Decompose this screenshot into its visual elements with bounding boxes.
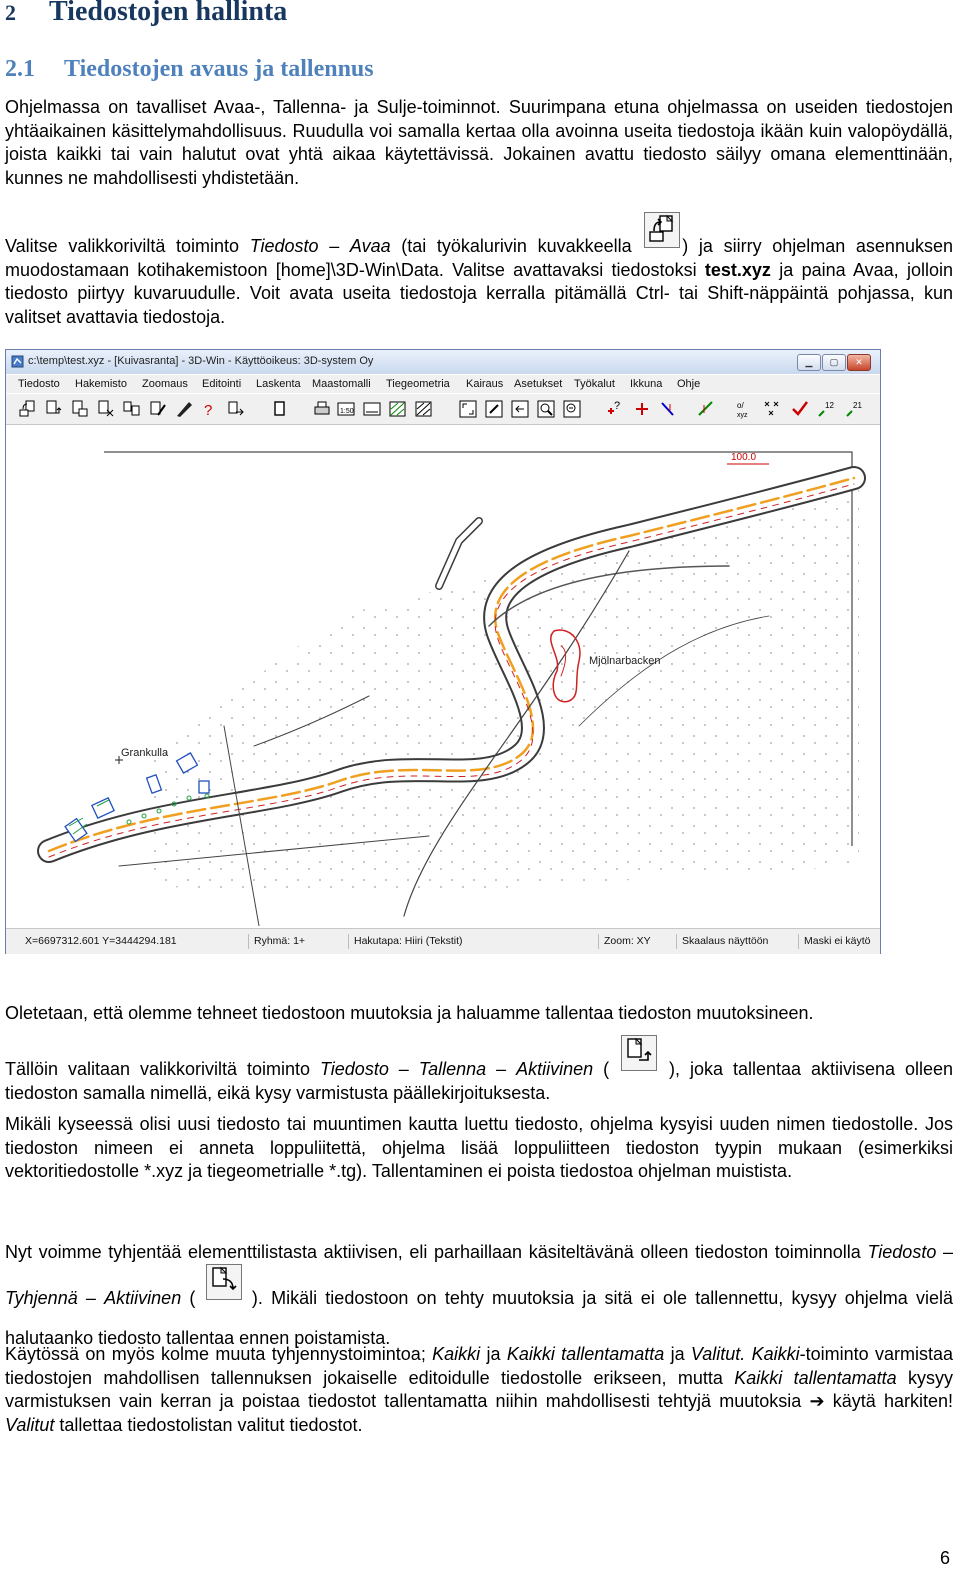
menu-ref-tiedosto: Tiedosto bbox=[249, 236, 319, 256]
menu-asetukset[interactable]: Asetukset bbox=[514, 378, 563, 390]
grid-icon[interactable] bbox=[388, 399, 408, 419]
edit-file-icon[interactable] bbox=[148, 399, 168, 419]
place-label-grankulla: Grankulla bbox=[121, 747, 169, 759]
close-button[interactable]: ✕ bbox=[847, 354, 871, 371]
section-number: 2.1 bbox=[5, 56, 35, 82]
app-window-screenshot bbox=[5, 349, 881, 954]
menu-ref-avaa: Avaa bbox=[349, 236, 391, 256]
maximize-button[interactable]: ▢ bbox=[822, 354, 846, 371]
zoom-in-icon[interactable] bbox=[536, 399, 556, 419]
open-file-icon bbox=[644, 212, 680, 248]
menu-zoomaus[interactable]: Zoomaus bbox=[142, 378, 188, 390]
arrow-right-icon: ➔ bbox=[809, 1391, 825, 1412]
menu-bar bbox=[6, 375, 880, 393]
svg-text:?: ? bbox=[614, 400, 621, 412]
menu-laskenta[interactable]: Laskenta bbox=[256, 378, 301, 390]
svg-text:12: 12 bbox=[825, 401, 834, 410]
paragraph-save-active: Tällöin valitaan valikkoriviltä toiminto Tiedosto – Tallenna – Aktiivinen ( ), joka tallentaa aktiivisena olleen tiedoston samalla nimellä, eikä kysy varmistusta päällekirjoituksesta. bbox=[5, 1043, 953, 1105]
scale-icon[interactable] bbox=[336, 399, 356, 419]
arrow-file-icon[interactable] bbox=[226, 399, 246, 419]
status-hakutapa: Hakutapa: Hiiri (Tekstit) bbox=[348, 934, 463, 949]
svg-text:1:50: 1:50 bbox=[340, 408, 354, 415]
zoom-extents-icon[interactable] bbox=[458, 399, 478, 419]
menu-tiegeometria[interactable]: Tiegeometria bbox=[386, 378, 450, 390]
merge-files-icon[interactable] bbox=[122, 399, 142, 419]
points-cross-icon[interactable] bbox=[762, 399, 782, 419]
check-icon[interactable] bbox=[790, 399, 810, 419]
status-skaalaus: Skaalaus näyttöön bbox=[676, 934, 768, 949]
window-title: c:\temp\test.xyz - [Kuivasranta] - 3D-Win - Käyttöoikeus: 3D-system Oy bbox=[28, 355, 374, 367]
paragraph-clear-options: Käytössä on myös kolme muuta tyhjennystoimintoa; Kaikki ja Kaikki tallentamatta ja Valitut. Kaikki-toiminto varmistaa tiedostojen mahdollisen tallennuksen jokaiselle editoidulle tiedostolle erikseen, mutta Kaikki tallentamatta kysyy varmistuksen vain kerran ja poistaa tiedostot tallentamatta niihin mahdollisesti tehtyjä muutoksia ➔ käytä harkiten! Valitut tallettaa tiedostolistan valitut tiedostot. bbox=[5, 1344, 954, 1435]
status-zoom: Zoom: XY bbox=[598, 934, 651, 949]
save-active-icon bbox=[621, 1035, 657, 1071]
chapter-heading bbox=[5, 0, 287, 31]
point-info-icon[interactable] bbox=[604, 399, 624, 419]
open-file-icon[interactable] bbox=[18, 399, 38, 419]
points-xyz-icon[interactable] bbox=[736, 399, 756, 419]
menu-ikkuna[interactable]: Ikkuna bbox=[630, 378, 663, 390]
menu-tyokalut[interactable]: Työkalut bbox=[574, 378, 615, 390]
status-bar bbox=[6, 928, 880, 954]
split-icon[interactable] bbox=[696, 399, 716, 419]
plot-icon[interactable] bbox=[362, 399, 382, 419]
paragraph-open-file: Valitse valikkoriviltä toiminto Tiedosto – Avaa (tai työkalurivin kuvakkeella ) ja siirry ohjelman asennuksen muodostamaan kotihakemistoon [home]\3D-Win\Data. Valitse avattavaksi tiedostoksi test.xyz ja paina Avaa, jolloin tiedosto piirtyy kuvaruudulle. Voit avata useita tiedostoja kerralla pitämällä Ctrl- tai Shift-näppäintä pohjassa, kun valitset avattavia tiedostoja. bbox=[5, 220, 953, 329]
paragraph-intro: Ohjelmassa on tavalliset Avaa-, Tallenna- ja Sulje-toiminnot. Suurimpana etuna ohjelmassa on useiden tiedostojen yhtäaikainen käsittelymahdollisuus. Ruudulla voi samalla kertaa olla avoinna useita tiedostoja ikään kuin valopöydällä, joista kaikki tai vain halutut ovat yhtä aikaa käytettävissä. Jokainen avattu tiedosto säilyy omana elementtinään, kunnes ne mahdollisesti yhdistetään. bbox=[5, 97, 953, 188]
page-number: 6 bbox=[940, 1548, 951, 1568]
status-maski: Maski ei käytö bbox=[798, 934, 871, 949]
menu-editointi[interactable]: Editointi bbox=[202, 378, 242, 390]
svg-text:?: ? bbox=[204, 402, 213, 419]
scale-label: 100.0 bbox=[731, 452, 757, 463]
menu-tiedosto[interactable]: Tiedosto bbox=[18, 378, 60, 390]
draw-icon[interactable] bbox=[174, 399, 194, 419]
add-point-icon[interactable] bbox=[632, 399, 652, 419]
save-as-icon[interactable] bbox=[70, 399, 90, 419]
zoom-out-icon[interactable] bbox=[562, 399, 582, 419]
help-icon[interactable] bbox=[200, 399, 220, 419]
clear-active-icon bbox=[206, 1264, 242, 1300]
window-titlebar bbox=[6, 350, 880, 374]
menu-maastomalli[interactable]: Maastomalli bbox=[312, 378, 371, 390]
paragraph-save-intro: Oletetaan, että olemme tehneet tiedostoon muutoksia ja haluamme tallentaa tiedoston muutoksineen. bbox=[5, 1003, 814, 1023]
menu-ohje[interactable]: Ohje bbox=[677, 378, 701, 390]
copy-icon[interactable] bbox=[270, 399, 290, 419]
minimize-button[interactable]: ▁ bbox=[797, 354, 821, 371]
zoom-previous-icon[interactable] bbox=[510, 399, 530, 419]
chapter-title: Tiedostojen hallinta bbox=[49, 0, 288, 27]
menu-hakemisto[interactable]: Hakemisto bbox=[75, 378, 127, 390]
map-drawing bbox=[9, 426, 877, 926]
chapter-number: 2 bbox=[5, 0, 16, 25]
file-name-bold: test.xyz bbox=[704, 259, 771, 280]
status-ryhma: Ryhmä: 1+ bbox=[248, 934, 305, 949]
section-title: Tiedostojen avaus ja tallennus bbox=[64, 56, 374, 82]
svg-text:xyz: xyz bbox=[737, 412, 748, 419]
paragraph-clear-active: Nyt voimme tyhjentää elementtilistasta aktiivisen, eli parhaillaan käsiteltävänä olleen tiedoston toiminnolla Tiedosto – Tyhjennä – Aktiivinen ( ). Mikäli tiedostoon on tehty muutoksia ja sitä ei ole tallennettu, kysyy ohjelma vielä halutaanko tiedosto tallentaa ennen poistamista. bbox=[5, 1242, 954, 1348]
status-coordinates: X=6697312.601 Y=3444294.181 bbox=[25, 935, 177, 947]
paragraph-new-file: Mikäli kyseessä olisi uusi tiedosto tai muuntimen kautta luettu tiedosto, ohjelma kysyisi uuden nimen tiedostolle. Jos tiedoston nimeen ei anneta loppuliitettä, ohjelma lisää loppuliitteen tiedoston tyypin mukaan (esimerkiksi vektoritiedostolle *.xyz ja tiegeometrialle *.tg). Tallentaminen ei poista tiedostoa ohjelman muistista. bbox=[5, 1114, 953, 1182]
zoom-window-icon[interactable] bbox=[484, 399, 504, 419]
save-active-icon[interactable] bbox=[44, 399, 64, 419]
app-icon bbox=[11, 355, 24, 368]
toolbar bbox=[6, 394, 880, 425]
height-label-icon[interactable] bbox=[816, 399, 836, 419]
section-heading bbox=[5, 53, 374, 85]
hatch-icon[interactable] bbox=[414, 399, 434, 419]
line-icon[interactable] bbox=[658, 399, 678, 419]
map-canvas[interactable] bbox=[9, 426, 877, 926]
print-icon[interactable] bbox=[312, 399, 332, 419]
menu-kairaus[interactable]: Kairaus bbox=[466, 378, 504, 390]
svg-text:21: 21 bbox=[853, 401, 862, 410]
svg-text:o/: o/ bbox=[737, 401, 744, 410]
number-label-icon[interactable] bbox=[844, 399, 864, 419]
close-file-icon[interactable] bbox=[96, 399, 116, 419]
place-label-mjolnarbacken: Mjölnarbacken bbox=[589, 655, 661, 667]
